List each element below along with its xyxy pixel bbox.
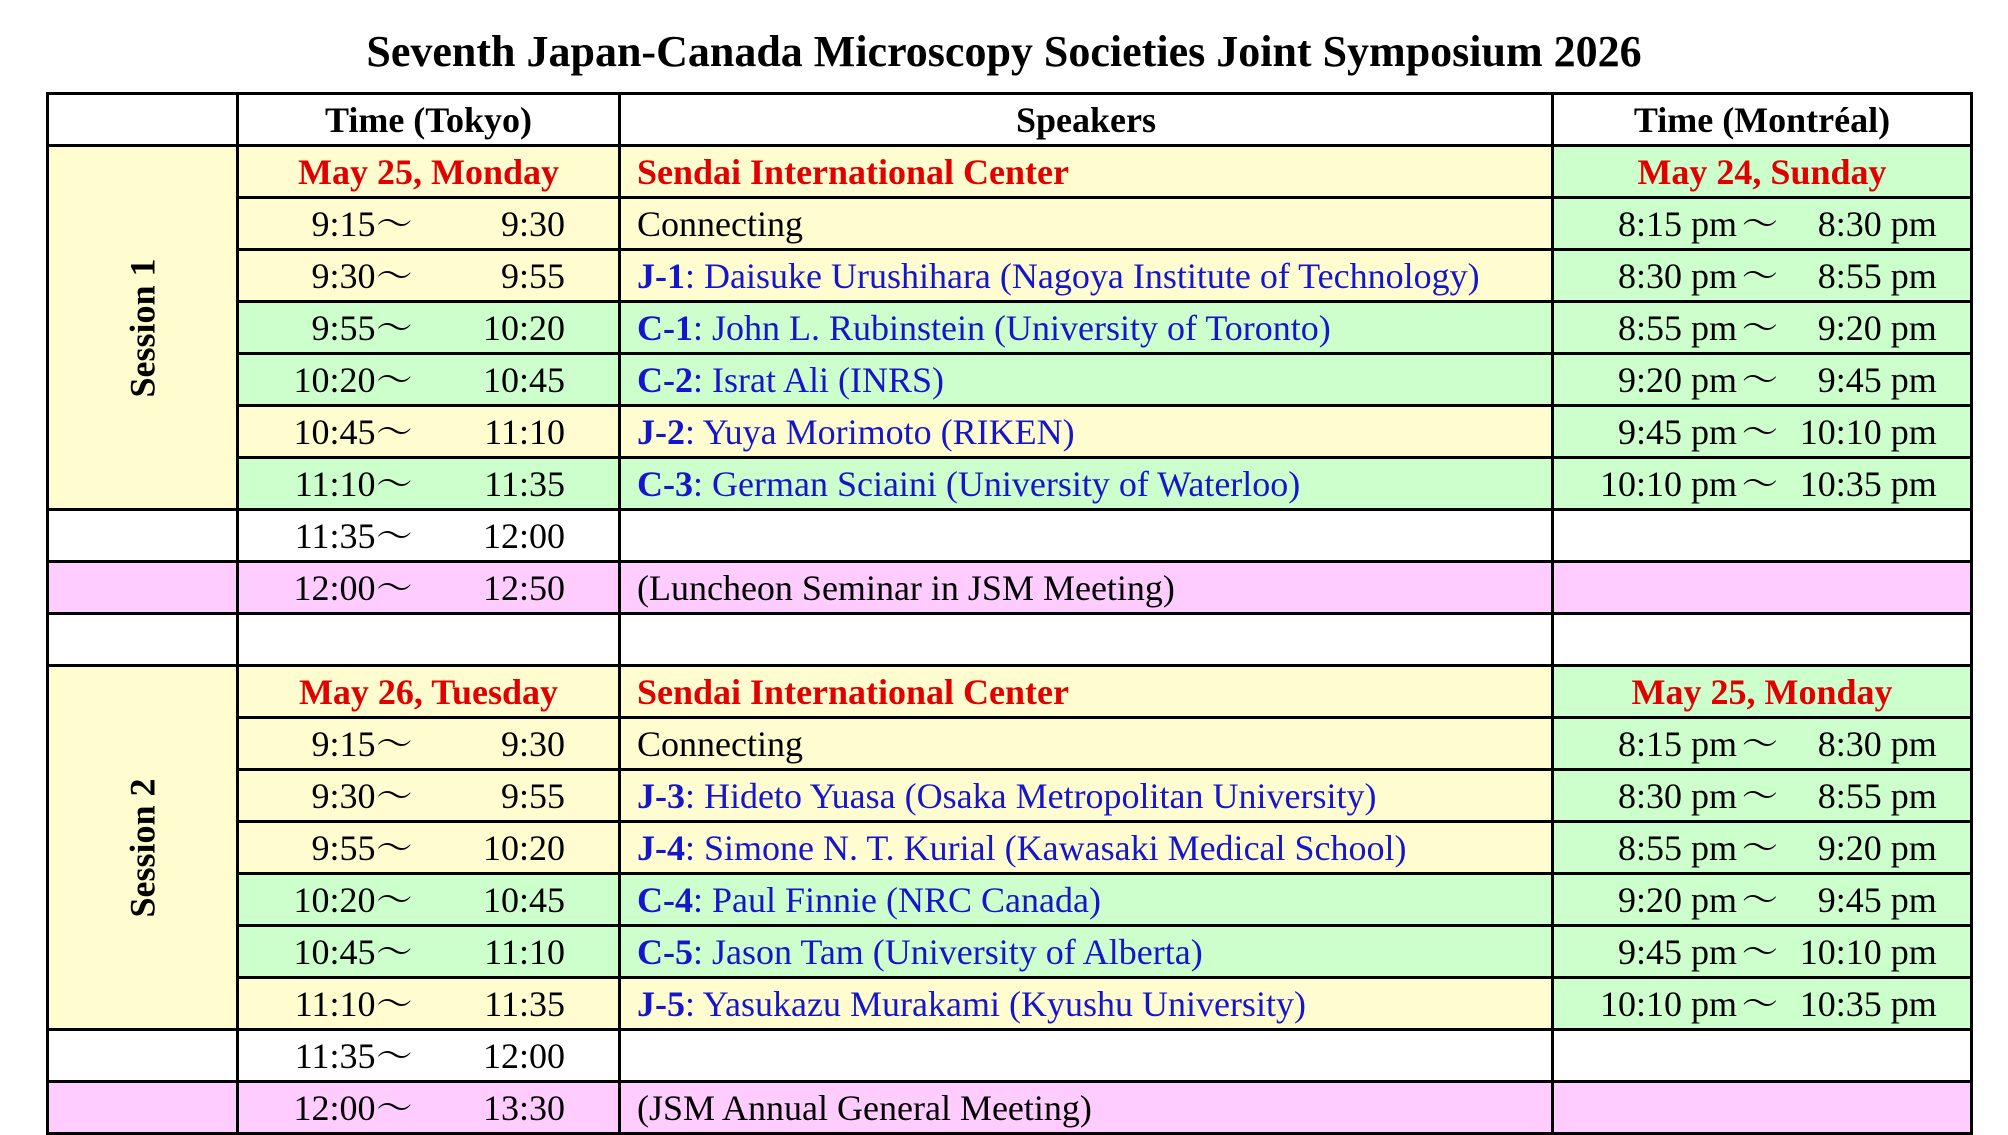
- tilde-separator: ～: [376, 463, 413, 504]
- session-date-row: [48, 666, 1972, 718]
- montreal-date: May 25, Monday: [1553, 666, 1972, 718]
- tokyo-time-cell: [238, 926, 620, 978]
- tokyo-time-cell: [238, 510, 620, 562]
- spacer-cell: [238, 614, 620, 666]
- tilde-separator: ～: [376, 879, 413, 920]
- talk-row: [48, 458, 1972, 510]
- tilde-separator: ～: [1741, 827, 1778, 868]
- montreal-time-start: 8:15 pm: [1618, 203, 1738, 244]
- tokyo-time-end: 11:35: [484, 463, 565, 504]
- tilde-separator: ～: [1741, 463, 1778, 504]
- tilde-separator: ～: [376, 411, 413, 452]
- montreal-time-cell: [1553, 822, 1972, 874]
- tokyo-time-end: 11:10: [484, 411, 565, 452]
- montreal-time: [1554, 724, 1970, 764]
- tokyo-time: [239, 828, 618, 868]
- tokyo-time-end: 10:45: [482, 879, 565, 920]
- montreal-time-start: 9:20 pm: [1618, 879, 1738, 920]
- speaker-name: Connecting: [637, 723, 803, 764]
- tilde-separator: ～: [376, 983, 413, 1024]
- montreal-time-start: 10:10 pm: [1600, 463, 1738, 504]
- montreal-time-end: 9:20 pm: [1817, 827, 1937, 868]
- blank-cell: [1553, 1082, 1972, 1134]
- speaker-cell: [620, 718, 1553, 770]
- tokyo-time-cell: [238, 874, 620, 926]
- montreal-time-end: 10:10 pm: [1799, 411, 1937, 452]
- tokyo-time-cell: [238, 198, 620, 250]
- tokyo-time-end: 12:50: [482, 567, 565, 608]
- tilde-separator: ～: [376, 255, 413, 296]
- tilde-separator: ～: [1741, 931, 1778, 972]
- montreal-time-cell: [1553, 458, 1972, 510]
- speaker-cell: [620, 354, 1553, 406]
- tokyo-time-end: 9:30: [500, 203, 565, 244]
- talk-code: J-4: [637, 827, 685, 868]
- blank-cell: [48, 1030, 238, 1082]
- speaker-name: : German Sciaini (University of Waterloo): [693, 463, 1301, 504]
- tilde-separator: ～: [1741, 411, 1778, 452]
- tokyo-time-start: 9:30: [311, 775, 376, 816]
- montreal-time-end: 9:45 pm: [1817, 359, 1937, 400]
- tilde-separator: ～: [1741, 879, 1778, 920]
- montreal-time-start: 9:20 pm: [1618, 359, 1738, 400]
- tokyo-time: [239, 724, 618, 764]
- talk-row: [48, 250, 1972, 302]
- talk-row: [48, 198, 1972, 250]
- speaker-cell: [620, 874, 1553, 926]
- tokyo-time-end: 11:35: [484, 983, 565, 1024]
- montreal-time-end: 8:55 pm: [1817, 775, 1937, 816]
- speaker-name: : Israt Ali (INRS): [693, 359, 944, 400]
- tilde-separator: ～: [1741, 255, 1778, 296]
- session-label: Session 1: [122, 257, 163, 398]
- tilde-separator: ～: [1741, 775, 1778, 816]
- speaker-cell: [620, 458, 1553, 510]
- montreal-time-cell: [1553, 770, 1972, 822]
- talk-code: C-1: [637, 307, 693, 348]
- speaker-cell: [620, 926, 1553, 978]
- montreal-time-end: 9:20 pm: [1817, 307, 1937, 348]
- tokyo-date: May 25, Monday: [238, 146, 620, 198]
- tokyo-time-cell: [238, 1082, 620, 1134]
- tokyo-time: [239, 1088, 618, 1128]
- tokyo-date: May 26, Tuesday: [238, 666, 620, 718]
- talk-row: [48, 354, 1972, 406]
- montreal-time: [1554, 932, 1970, 972]
- session-label: Session 2: [122, 777, 163, 918]
- talk-row: [48, 822, 1972, 874]
- tilde-separator: ～: [376, 1087, 413, 1128]
- talk-code: C-4: [637, 879, 693, 920]
- tokyo-time-end: 10:20: [482, 827, 565, 868]
- blank-cell: [48, 1082, 238, 1134]
- montreal-time: [1554, 984, 1970, 1024]
- tilde-separator: ～: [1741, 359, 1778, 400]
- tokyo-time-start: 9:15: [311, 723, 376, 764]
- montreal-time-cell: [1553, 874, 1972, 926]
- tokyo-time-cell: [238, 354, 620, 406]
- montreal-time: [1554, 828, 1970, 868]
- tokyo-time-cell: [238, 458, 620, 510]
- speaker-cell: [620, 978, 1553, 1030]
- montreal-time-end: 8:30 pm: [1817, 723, 1937, 764]
- talk-code: C-2: [637, 359, 693, 400]
- tokyo-time-start: 11:10: [294, 983, 376, 1024]
- document-title: Seventh Japan-Canada Microscopy Societies Joint Symposium 2026: [366, 27, 1642, 76]
- speaker-cell: [620, 302, 1553, 354]
- tokyo-time-end: 10:20: [482, 307, 565, 348]
- tokyo-time: [239, 1036, 618, 1076]
- tokyo-time: [239, 776, 618, 816]
- tokyo-time-start: 11:10: [294, 463, 376, 504]
- montreal-time-cell: [1553, 354, 1972, 406]
- tilde-separator: ～: [376, 203, 413, 244]
- tokyo-time: [239, 568, 618, 608]
- tokyo-time-end: 13:30: [482, 1087, 565, 1128]
- tokyo-time-start: 9:30: [311, 255, 376, 296]
- montreal-time-start: 8:55 pm: [1618, 307, 1738, 348]
- tilde-separator: ～: [1741, 983, 1778, 1024]
- tokyo-time-cell: [238, 718, 620, 770]
- speaker-cell: [620, 250, 1553, 302]
- montreal-time: [1554, 776, 1970, 816]
- break-row: [48, 510, 1972, 562]
- tokyo-time-start: 12:00: [293, 567, 376, 608]
- speaker-name: : Paul Finnie (NRC Canada): [693, 879, 1101, 920]
- tokyo-time-cell: [238, 406, 620, 458]
- montreal-time-cell: [1553, 250, 1972, 302]
- talk-code: C-5: [637, 931, 693, 972]
- tilde-separator: ～: [376, 567, 413, 608]
- montreal-time-start: 8:55 pm: [1618, 827, 1738, 868]
- spacer-cell: [48, 614, 238, 666]
- tokyo-time: [239, 360, 618, 400]
- tilde-separator: ～: [376, 775, 413, 816]
- tokyo-time-start: 9:55: [311, 827, 376, 868]
- tokyo-time-start: 9:55: [311, 307, 376, 348]
- tokyo-time-start: 11:35: [294, 515, 376, 556]
- talk-code: J-1: [637, 255, 685, 296]
- talk-code: J-5: [637, 983, 685, 1024]
- tokyo-time-start: 10:20: [293, 359, 376, 400]
- break-description: (Luncheon Seminar in JSM Meeting): [620, 562, 1553, 614]
- talk-row: [48, 302, 1972, 354]
- montreal-time: [1554, 880, 1970, 920]
- blank-cell: [48, 562, 238, 614]
- talk-row: [48, 770, 1972, 822]
- montreal-time-cell: [1553, 406, 1972, 458]
- speaker-name: : Yuya Morimoto (RIKEN): [685, 411, 1075, 452]
- tokyo-time-cell: [238, 770, 620, 822]
- montreal-time-start: 8:15 pm: [1618, 723, 1738, 764]
- session-label-cell: [48, 146, 238, 510]
- tilde-separator: ～: [376, 827, 413, 868]
- talk-code: J-2: [637, 411, 685, 452]
- montreal-time-end: 10:35 pm: [1799, 463, 1937, 504]
- blank-cell: [1553, 1030, 1972, 1082]
- tokyo-time-end: 12:00: [482, 1035, 565, 1076]
- tilde-separator: ～: [376, 1035, 413, 1076]
- blank-cell: [1553, 562, 1972, 614]
- tokyo-time-cell: [238, 302, 620, 354]
- schedule-table: [46, 92, 1973, 1135]
- montreal-time-start: 9:45 pm: [1618, 411, 1738, 452]
- montreal-time-cell: [1553, 718, 1972, 770]
- tokyo-time-end: 9:30: [500, 723, 565, 764]
- tokyo-time: [239, 308, 618, 348]
- spacer-row: [48, 614, 1972, 666]
- venue: Sendai International Center: [620, 146, 1553, 198]
- break-description: [620, 1030, 1553, 1082]
- montreal-time-start: 10:10 pm: [1600, 983, 1738, 1024]
- tilde-separator: ～: [376, 359, 413, 400]
- montreal-time-end: 8:55 pm: [1817, 255, 1937, 296]
- tilde-separator: ～: [1741, 203, 1778, 244]
- talk-row: [48, 406, 1972, 458]
- tokyo-time-start: 10:45: [293, 411, 376, 452]
- talk-row: [48, 978, 1972, 1030]
- montreal-time-end: 8:30 pm: [1817, 203, 1937, 244]
- tilde-separator: ～: [376, 307, 413, 348]
- tokyo-time: [239, 256, 618, 296]
- montreal-time-cell: [1553, 198, 1972, 250]
- montreal-time-end: 10:35 pm: [1799, 983, 1937, 1024]
- tokyo-time-end: 12:00: [482, 515, 565, 556]
- tokyo-time: [239, 880, 618, 920]
- break-row: [48, 1030, 1972, 1082]
- tokyo-time: [239, 984, 618, 1024]
- montreal-time-start: 8:30 pm: [1618, 775, 1738, 816]
- tilde-separator: ～: [1741, 307, 1778, 348]
- break-row: [48, 1082, 1972, 1134]
- session-label-cell: [48, 666, 238, 1030]
- montreal-time-start: 9:45 pm: [1618, 931, 1738, 972]
- header-time-tokyo: Time (Tokyo): [238, 94, 620, 146]
- header-blank: [48, 94, 238, 146]
- tokyo-time-cell: [238, 562, 620, 614]
- speaker-name: : Yasukazu Murakami (Kyushu University): [685, 983, 1306, 1024]
- talk-row: [48, 926, 1972, 978]
- speaker-name: : John L. Rubinstein (University of Toronto): [693, 307, 1331, 348]
- tilde-separator: ～: [376, 515, 413, 556]
- header-speakers: Speakers: [620, 94, 1553, 146]
- header-time-montreal: Time (Montréal): [1553, 94, 1972, 146]
- tokyo-time-start: 10:45: [293, 931, 376, 972]
- spacer-cell: [620, 614, 1553, 666]
- schedule-body: [48, 146, 1972, 1134]
- tokyo-time-end: 9:55: [500, 775, 565, 816]
- speaker-name: : Jason Tam (University of Alberta): [693, 931, 1203, 972]
- talk-code: J-3: [637, 775, 685, 816]
- speaker-cell: [620, 770, 1553, 822]
- speaker-name: : Hideto Yuasa (Osaka Metropolitan University): [685, 775, 1377, 816]
- montreal-time: [1554, 360, 1970, 400]
- tilde-separator: ～: [376, 931, 413, 972]
- tilde-separator: ～: [1741, 723, 1778, 764]
- tokyo-time-end: 9:55: [500, 255, 565, 296]
- speaker-name: Connecting: [637, 203, 803, 244]
- break-description: [620, 510, 1553, 562]
- speaker-name: : Simone N. T. Kurial (Kawasaki Medical School): [685, 827, 1407, 868]
- speaker-name: : Daisuke Urushihara (Nagoya Institute of Technology): [685, 255, 1480, 296]
- tokyo-time-start: 10:20: [293, 879, 376, 920]
- montreal-time-cell: [1553, 978, 1972, 1030]
- tokyo-time-cell: [238, 250, 620, 302]
- speaker-cell: [620, 198, 1553, 250]
- montreal-time-cell: [1553, 302, 1972, 354]
- tokyo-time: [239, 464, 618, 504]
- venue: Sendai International Center: [620, 666, 1553, 718]
- tokyo-time: [239, 516, 618, 556]
- header-row: [48, 94, 1972, 146]
- talk-code: C-3: [637, 463, 693, 504]
- tokyo-time: [239, 932, 618, 972]
- blank-cell: [48, 510, 238, 562]
- tilde-separator: ～: [376, 723, 413, 764]
- montreal-time-start: 8:30 pm: [1618, 255, 1738, 296]
- montreal-time-end: 9:45 pm: [1817, 879, 1937, 920]
- tokyo-time-start: 9:15: [311, 203, 376, 244]
- blank-cell: [1553, 510, 1972, 562]
- montreal-time: [1554, 464, 1970, 504]
- montreal-time: [1554, 204, 1970, 244]
- speaker-cell: [620, 822, 1553, 874]
- session-date-row: [48, 146, 1972, 198]
- speaker-cell: [620, 406, 1553, 458]
- tokyo-time-end: 10:45: [482, 359, 565, 400]
- tokyo-time-start: 12:00: [293, 1087, 376, 1128]
- montreal-time: [1554, 412, 1970, 452]
- tokyo-time-start: 11:35: [294, 1035, 376, 1076]
- break-description: (JSM Annual General Meeting): [620, 1082, 1553, 1134]
- spacer-cell: [1553, 614, 1972, 666]
- montreal-time: [1554, 308, 1970, 348]
- montreal-time-cell: [1553, 926, 1972, 978]
- talk-row: [48, 874, 1972, 926]
- tokyo-time: [239, 204, 618, 244]
- tokyo-time-cell: [238, 822, 620, 874]
- tokyo-time-end: 11:10: [484, 931, 565, 972]
- montreal-time: [1554, 256, 1970, 296]
- montreal-date: May 24, Sunday: [1553, 146, 1972, 198]
- tokyo-time-cell: [238, 1030, 620, 1082]
- montreal-time-end: 10:10 pm: [1799, 931, 1937, 972]
- tokyo-time-cell: [238, 978, 620, 1030]
- break-row: [48, 562, 1972, 614]
- talk-row: [48, 718, 1972, 770]
- tokyo-time: [239, 412, 618, 452]
